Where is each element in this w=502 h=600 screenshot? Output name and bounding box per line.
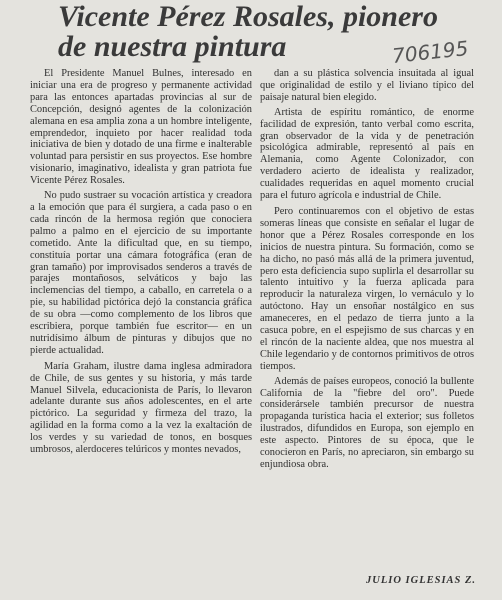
paragraph: Pero continuaremos con el objetivo de estas someras líneas que consiste en señalar el lugar de honor que a Pérez Rosales corresponde en los inicios de nuestra pintura. Su formación, como se ha dicho, no pasó más allá de la primera juventud, pero esta deficiencia supo suplirla el desarrollar su talento intuitivo y la fuerza aplicada para reproducir la naturaleza virgen, lo vernáculo y lo autóctono. Hay un ensoñar nostálgico en sus amaneceres, en el pedazo de tierra junto a la casuca pobre, en el espejismo de sus charcas y en el rincón de la naciente aldea, que nos muestra al Chile legendario y de contornos primitivos de otros tiempos. [260,205,474,372]
paragraph: No pudo sustraer su vocación artística y creadora a la emoción que para él surgiera, a cada paso o en cada rincón de la hermosa región que conociera palmo a palmo en el ejercicio de su importante cometido. Ante la dificultad que, en su tiempo, constituía portar una cámara fotográfica (eran de gran tamaño) por improvisados senderos a través de parajes montañosos, selváticos y bajo las inclemencias del tiempo, a caballo, en carretela o a pie, su habilidad pictórica dejó la constancia gráfica de su obra —como complemento de los libros que escribiera, porque también fue escritor— en un nutridísimo álbum de pinturas y dibujos que no pierde actualidad. [30,190,252,356]
headline-line-2: de nuestra pintura [58,30,287,63]
article-headline [58,2,438,62]
paragraph: Artista de espíritu romántico, de enorme facilidad de expresión, tanto verbal como escrita, gran observador de la vida y de penetración psicológica admirable, representó al país en Alemania, como Agente Colonizador, con verdadero acierto de idealista y realizador, cualidades requeridas en aquel momento crucial para el futuro agrícola e industrial de Chile. [260,106,474,202]
left-column [30,68,252,459]
handwritten-clip-number: 706195 [390,36,470,68]
paragraph: El Presidente Manuel Bulnes, interesado en iniciar una era de progreso y permanente actividad para las entonces apartadas provincias al sur de Concepción, designó agentes de la colonización alemana en esa amplia zona a un hombre inteligente, emprendedor, inquieto por hacer realidad toda iniciativa de bien y dotado de una firme e inalterable voluntad para persistir en sus proyectos. Ese hombre visionario, imaginativo, idealista y gran patriota fue Vicente Pérez Rosales. [30,68,252,187]
right-column [260,68,474,474]
paragraph: Además de países europeos, conoció la bullente California de la "fiebre del oro". Puede considerársele también precursor de nuestra propaganda turística hacia el exterior; sus folletos ilustrados, difundidos en Europa, son ejemplo en este aspecto. Pintores de su época, que le conocieron en París, no apreciaron, sin embargo su enjundiosa obra. [260,375,474,470]
headline-line-1: Vicente Pérez Rosales, pionero [58,0,438,33]
paragraph: dan a su plástica solvencia insuitada al igual que originalidad de estilo y el liviano típico del paisaje natural bien elegido. [260,68,474,103]
paragraph: María Graham, ilustre dama inglesa admiradora de Chile, de sus gentes y su historia, y más tarde Manuel Silvela, educacionista de París, lo llevaron adelante durante sus años adolescentes, en el arte pictórico. La seguridad y firmeza del trazo, la agilidad en la forma como a la vez la exaltación de los verdes y su variedad de tonos, en bosques umbrosos, alerdoceres telúricos y montes nevados, [30,360,252,456]
author-byline: JULIO IGLESIAS Z. [366,575,477,586]
